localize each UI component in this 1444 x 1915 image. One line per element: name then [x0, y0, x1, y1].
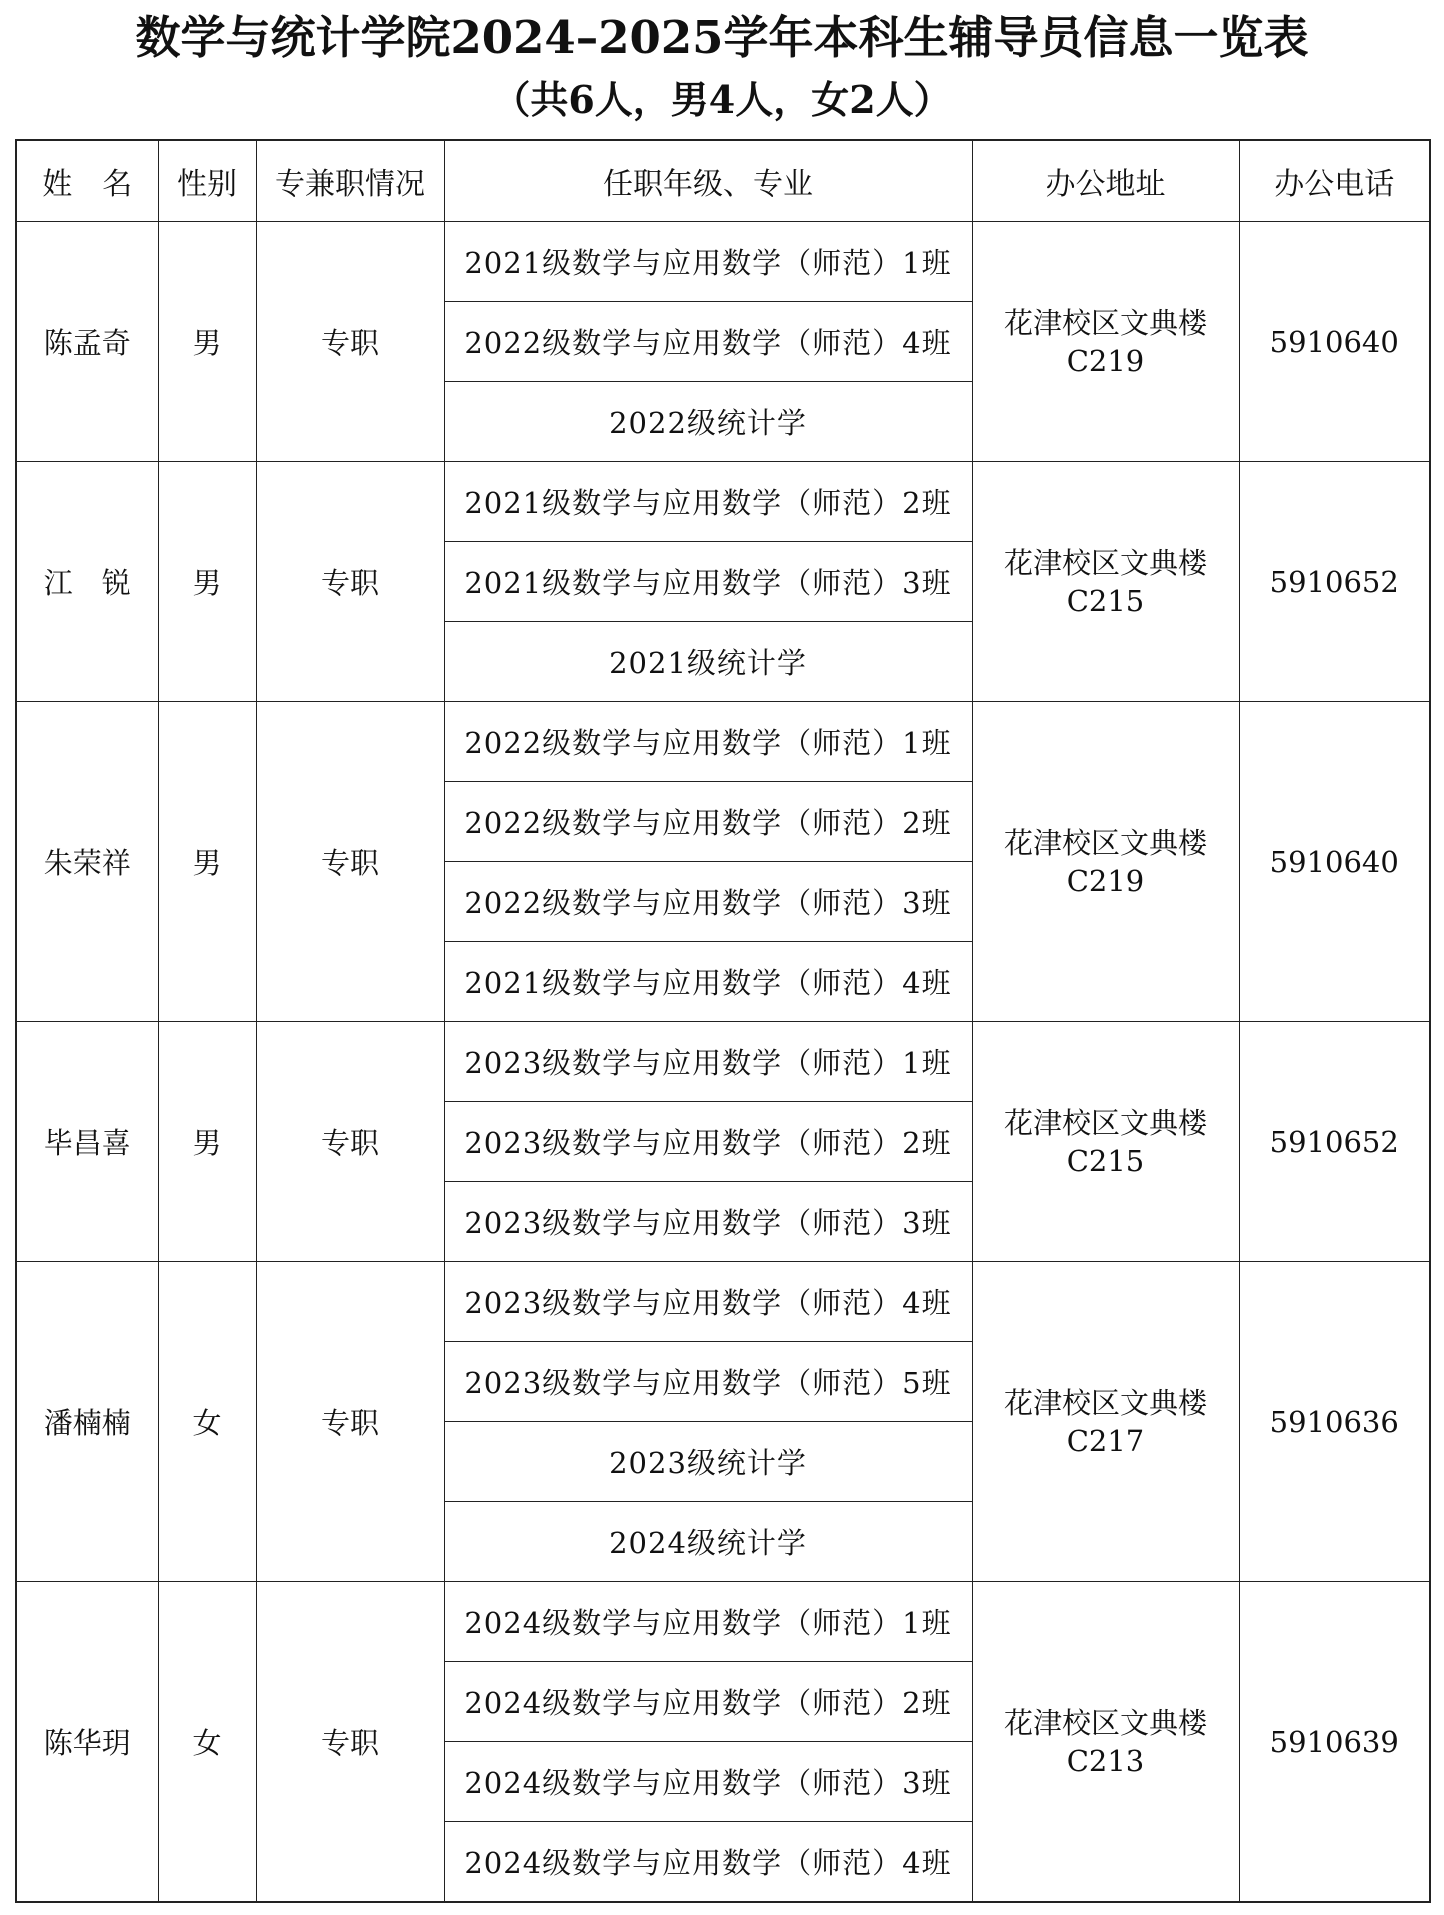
- counselor-name: 陈华玥: [16, 1582, 158, 1903]
- header-name: 姓 名: [16, 140, 158, 222]
- office-phone: 5910652: [1239, 462, 1430, 702]
- office-address: [972, 702, 1239, 1022]
- counselor-gender: 男: [158, 462, 256, 702]
- table-header-row: [16, 140, 1430, 222]
- office-phone: 5910640: [1239, 702, 1430, 1022]
- office-address: [972, 462, 1239, 702]
- counselor-gender: 女: [158, 1262, 256, 1582]
- counselor-type: 专职: [256, 222, 444, 462]
- counselor-type: 专职: [256, 1262, 444, 1582]
- office-phone: 5910652: [1239, 1022, 1430, 1262]
- office-address-building: 花津校区文典楼: [1003, 1385, 1207, 1420]
- header-phone: 办公电话: [1239, 140, 1430, 222]
- office-address-building: 花津校区文典楼: [1003, 545, 1207, 580]
- assigned-class: 2023级数学与应用数学（师范）3班: [444, 1182, 972, 1262]
- counselor-name: 潘楠楠: [16, 1262, 158, 1582]
- counselor-name: 朱荣祥: [16, 702, 158, 1022]
- counselor-gender: 男: [158, 1022, 256, 1262]
- assigned-class: 2021级数学与应用数学（师范）2班: [444, 462, 972, 542]
- assigned-class: 2023级数学与应用数学（师范）4班: [444, 1262, 972, 1342]
- header-address: 办公地址: [972, 140, 1239, 222]
- counselor-table: [15, 139, 1431, 1903]
- counselor-gender: 男: [158, 222, 256, 462]
- office-address: [972, 222, 1239, 462]
- counselor-type: 专职: [256, 462, 444, 702]
- assigned-class: 2021级数学与应用数学（师范）4班: [444, 942, 972, 1022]
- office-phone: 5910636: [1239, 1262, 1430, 1582]
- office-address-room: C219: [1066, 343, 1145, 378]
- assigned-class: 2021级统计学: [444, 622, 972, 702]
- assigned-class: 2021级数学与应用数学（师范）1班: [444, 222, 972, 302]
- office-address-room: C215: [1066, 583, 1145, 618]
- counselor-type: 专职: [256, 702, 444, 1022]
- counselor-gender: 女: [158, 1582, 256, 1903]
- table-row: [16, 1022, 1430, 1102]
- counselor-name: 江 锐: [16, 462, 158, 702]
- header-classes: 任职年级、专业: [444, 140, 972, 222]
- table-row: [16, 1582, 1430, 1662]
- office-address-room: C213: [1066, 1743, 1145, 1778]
- assigned-class: 2024级数学与应用数学（师范）1班: [444, 1582, 972, 1662]
- office-address-building: 花津校区文典楼: [1003, 1105, 1207, 1140]
- counselor-name: 陈孟奇: [16, 222, 158, 462]
- assigned-class: 2023级数学与应用数学（师范）1班: [444, 1022, 972, 1102]
- table-body: [16, 222, 1430, 1903]
- assigned-class: 2024级数学与应用数学（师范）2班: [444, 1662, 972, 1742]
- assigned-class: 2023级数学与应用数学（师范）5班: [444, 1342, 972, 1422]
- document-title: 数学与统计学院2024–2025学年本科生辅导员信息一览表: [135, 11, 1309, 64]
- header-gender: 性别: [158, 140, 256, 222]
- assigned-class: 2024级统计学: [444, 1502, 972, 1582]
- office-address-room: C215: [1066, 1143, 1145, 1178]
- assigned-class: 2022级数学与应用数学（师范）3班: [444, 862, 972, 942]
- counselor-type: 专职: [256, 1582, 444, 1903]
- counselor-type: 专职: [256, 1022, 444, 1262]
- assigned-class: 2022级统计学: [444, 382, 972, 462]
- header-type: 专兼职情况: [256, 140, 444, 222]
- office-phone: 5910640: [1239, 222, 1430, 462]
- assigned-class: 2022级数学与应用数学（师范）2班: [444, 782, 972, 862]
- assigned-class: 2021级数学与应用数学（师范）3班: [444, 542, 972, 622]
- office-address-room: C219: [1066, 863, 1145, 898]
- document-subtitle: （共6人，男4人，女2人）: [492, 77, 952, 122]
- assigned-class: 2023级数学与应用数学（师范）2班: [444, 1102, 972, 1182]
- office-phone: 5910639: [1239, 1582, 1430, 1903]
- assigned-class: 2022级数学与应用数学（师范）4班: [444, 302, 972, 382]
- assigned-class: 2024级数学与应用数学（师范）4班: [444, 1822, 972, 1903]
- counselor-gender: 男: [158, 702, 256, 1022]
- assigned-class: 2022级数学与应用数学（师范）1班: [444, 702, 972, 782]
- office-address-building: 花津校区文典楼: [1003, 305, 1207, 340]
- office-address-building: 花津校区文典楼: [1003, 1705, 1207, 1740]
- table-row: [16, 222, 1430, 302]
- assigned-class: 2023级统计学: [444, 1422, 972, 1502]
- table-row: [16, 702, 1430, 782]
- table-row: [16, 462, 1430, 542]
- table-row: [16, 1262, 1430, 1342]
- office-address: [972, 1022, 1239, 1262]
- office-address: [972, 1582, 1239, 1903]
- office-address-room: C217: [1066, 1423, 1145, 1458]
- office-address-building: 花津校区文典楼: [1003, 825, 1207, 860]
- assigned-class: 2024级数学与应用数学（师范）3班: [444, 1742, 972, 1822]
- office-address: [972, 1262, 1239, 1582]
- counselor-name: 毕昌喜: [16, 1022, 158, 1262]
